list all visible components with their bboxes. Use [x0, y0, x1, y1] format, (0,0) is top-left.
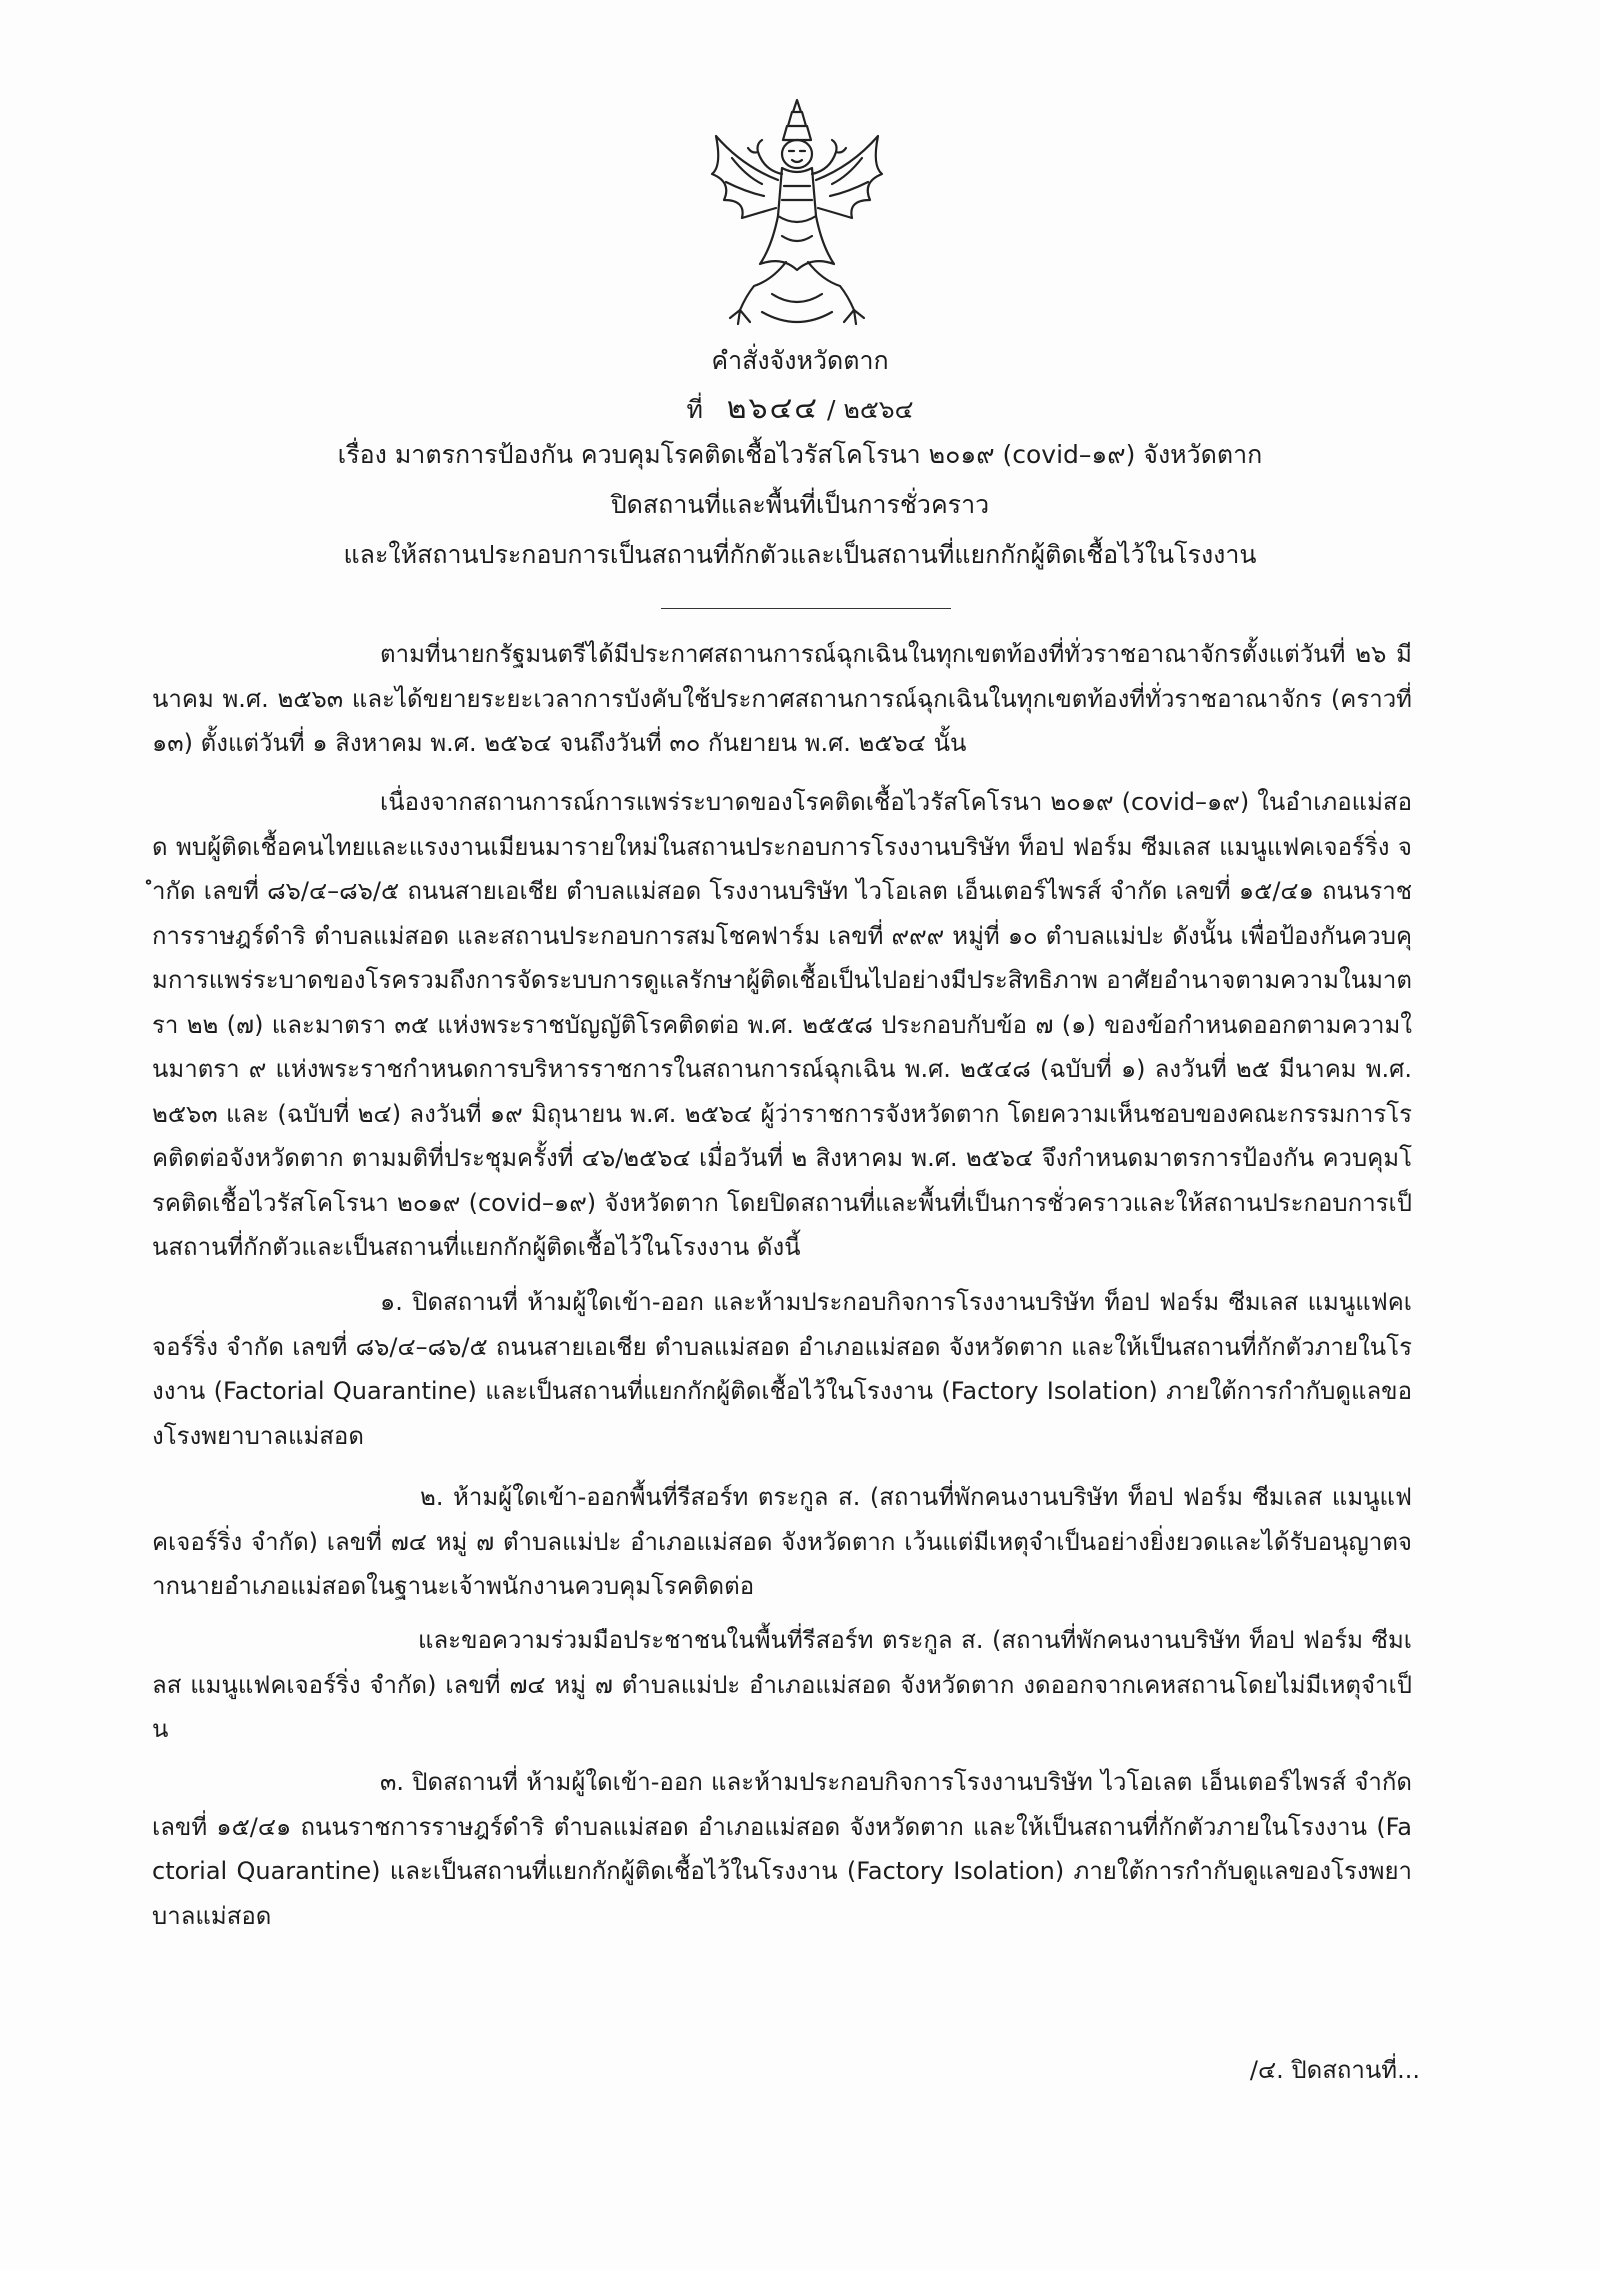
paragraph-item-2: ๒. ห้ามผู้ใดเข้า-ออกพื้นที่รีสอร์ท ตระกูล ส. (สถานที่พักคนงานบริษัท ท็อป ฟอร์ม ซีมเลส แมนูแฟคเจอร์ริ่ง จำกัด) เลขที่ ๗๔ หมู่ ๗ ตำบลแม่ปะ อำเภอแม่สอด จังหวัดตาก เว้นแต่มีเหตุจำเป็นอย่างยิ่งยวดและได้รับอนุญาตจากนายอำเภอแม่สอดในฐานะเจ้าพนักงานควบคุมโรคติดต่อ [152, 1483, 1412, 1600]
order-title: คำสั่งจังหวัดตาก [711, 346, 889, 375]
order-number: ๒๖๔๔ [726, 391, 820, 426]
subject-line-3: และให้สถานประกอบการเป็นสถานที่กักตัวและเป็นสถานที่แยกกักผู้ติดเชื้อไว้ในโรงงาน [343, 540, 1257, 569]
order-year: / ๒๕๖๔ [826, 395, 914, 424]
garuda-emblem-icon [702, 96, 892, 336]
title-divider [661, 608, 951, 609]
subject-line-1: เรื่อง มาตรการป้องกัน ควบคุมโรคติดเชื้อไวรัสโคโรนา ๒๐๑๙ (covid–๑๙) จังหวัดตาก [337, 440, 1263, 469]
paragraph-item-2-request: และขอความร่วมมือประชาชนในพื้นที่รีสอร์ท ตระกูล ส. (สถานที่พักคนงานบริษัท ท็อป ฟอร์ม ซีมเลส แมนูแฟคเจอร์ริ่ง จำกัด) เลขที่ ๗๔ หมู่ ๗ ตำบลแม่ปะ อำเภอแม่สอด จังหวัดตาก งดออกจากเคหสถานโดยไม่มีเหตุจำเป็น [152, 1626, 1412, 1743]
paragraph-item-1: ๑. ปิดสถานที่ ห้ามผู้ใดเข้า-ออก และห้ามประกอบกิจการโรงงานบริษัท ท็อป ฟอร์ม ซีมเลส แมนูแฟคเจอร์ริ่ง จำกัด เลขที่ ๘๖/๔–๘๖/๕ ถนนสายเอเชีย ตำบลแม่สอด อำเภอแม่สอด จังหวัดตาก และให้เป็นสถานที่กักตัวภายในโรงงาน (Factorial Quarantine) และเป็นสถานที่แยกกักผู้ติดเชื้อไว้ในโรงงาน (Factory Isolation) ภายใต้การกำกับดูแลของโรงพยาบาลแม่สอด [152, 1288, 1412, 1450]
page-continuation: /๔. ปิดสถานที่... [1249, 2056, 1420, 2084]
order-number-line [0, 392, 1600, 427]
paragraph-preamble: ตามที่นายกรัฐมนตรีได้มีประกาศสถานการณ์ฉุกเฉินในทุกเขตท้องที่ทั่วราชอาณาจักรตั้งแต่วันที่ ๒๖ มีนาคม พ.ศ. ๒๕๖๓ และได้ขยายระยะเวลาการบังคับใช้ประกาศสถานการณ์ฉุกเฉินในทุกเขตท้องที่ทั่วราชอาณาจักร (คราวที่ ๑๓) ตั้งแต่วันที่ ๑ สิงหาคม พ.ศ. ๒๕๖๔ จนถึงวันที่ ๓๐ กันยายน พ.ศ. ๒๕๖๔ นั้น [152, 640, 1412, 757]
order-prefix: ที่ [686, 395, 703, 424]
paragraph-reasons: เนื่องจากสถานการณ์การแพร่ระบาดของโรคติดเชื้อไวรัสโคโรนา ๒๐๑๙ (covid–๑๙) ในอำเภอแม่สอด พบผู้ติดเชื้อคนไทยและแรงงานเมียนมารายใหม่ในสถานประกอบการโรงงานบริษัท ท็อป ฟอร์ม ซีมเลส แมนูแฟคเจอร์ริ่ง จำกัด เลขที่ ๘๖/๔–๘๖/๕ ถนนสายเอเชีย ตำบลแม่สอด โรงงานบริษัท ไวโอเลต เอ็นเตอร์ไพรส์ จำกัด เลขที่ ๑๕/๔๑ ถนนราชการราษฎร์ดำริ ตำบลแม่สอด และสถานประกอบการสมโชคฟาร์ม เลขที่ ๙๙๙ หมู่ที่ ๑๐ ตำบลแม่ปะ ดังนั้น เพื่อป้องกันควบคุมการแพร่ระบาดของโรครวมถึงการจัดระบบการดูแลรักษาผู้ติดเชื้อเป็นไปอย่างมีประสิทธิภาพ อาศัยอำนาจตามความในมาตรา ๒๒ (๗) และมาตรา ๓๕ แห่งพระราชบัญญัติโรคติดต่อ พ.ศ. ๒๕๕๘ ประกอบกับข้อ ๗ (๑) ของข้อกำหนดออกตามความในมาตรา ๙ แห่งพระราชกำหนดการบริหารราชการในสถานการณ์ฉุกเฉิน พ.ศ. ๒๕๔๘ (ฉบับที่ ๑) ลงวันที่ ๒๕ มีนาคม พ.ศ. ๒๕๖๓ และ (ฉบับที่ ๒๔) ลงวันที่ ๑๙ มิถุนายน พ.ศ. ๒๕๖๔ ผู้ว่าราชการจังหวัดตาก โดยความเห็นชอบของคณะกรรมการโรคติดต่อจังหวัดตาก ตามมติที่ประชุมครั้งที่ ๔๖/๒๕๖๔ เมื่อวันที่ ๒ สิงหาคม พ.ศ. ๒๕๖๔ จึงกำหนดมาตรการป้องกัน ควบคุมโรคติดเชื้อไวรัสโคโรนา ๒๐๑๙ (covid–๑๙) จังหวัดตาก โดยปิดสถานที่และพื้นที่เป็นการชั่วคราวและให้สถานประกอบการเป็นสถานที่กักตัวและเป็นสถานที่แยกกักผู้ติดเชื้อไว้ในโรงงาน ดังนี้ [152, 788, 1413, 1261]
paragraph-item-3: ๓. ปิดสถานที่ ห้ามผู้ใดเข้า-ออก และห้ามประกอบกิจการโรงงานบริษัท ไวโอเลต เอ็นเตอร์ไพรส์ จำกัด เลขที่ ๑๕/๔๑ ถนนราชการราษฎร์ดำริ ตำบลแม่สอด อำเภอแม่สอด จังหวัดตาก และให้เป็นสถานที่กักตัวภายในโรงงาน (Factorial Quarantine) และเป็นสถานที่แยกกักผู้ติดเชื้อไว้ในโรงงาน (Factory Isolation) ภายใต้การกำกับดูแลของโรงพยาบาลแม่สอด [152, 1768, 1412, 1930]
subject-line-2: ปิดสถานที่และพื้นที่เป็นการชั่วคราว [610, 490, 990, 519]
